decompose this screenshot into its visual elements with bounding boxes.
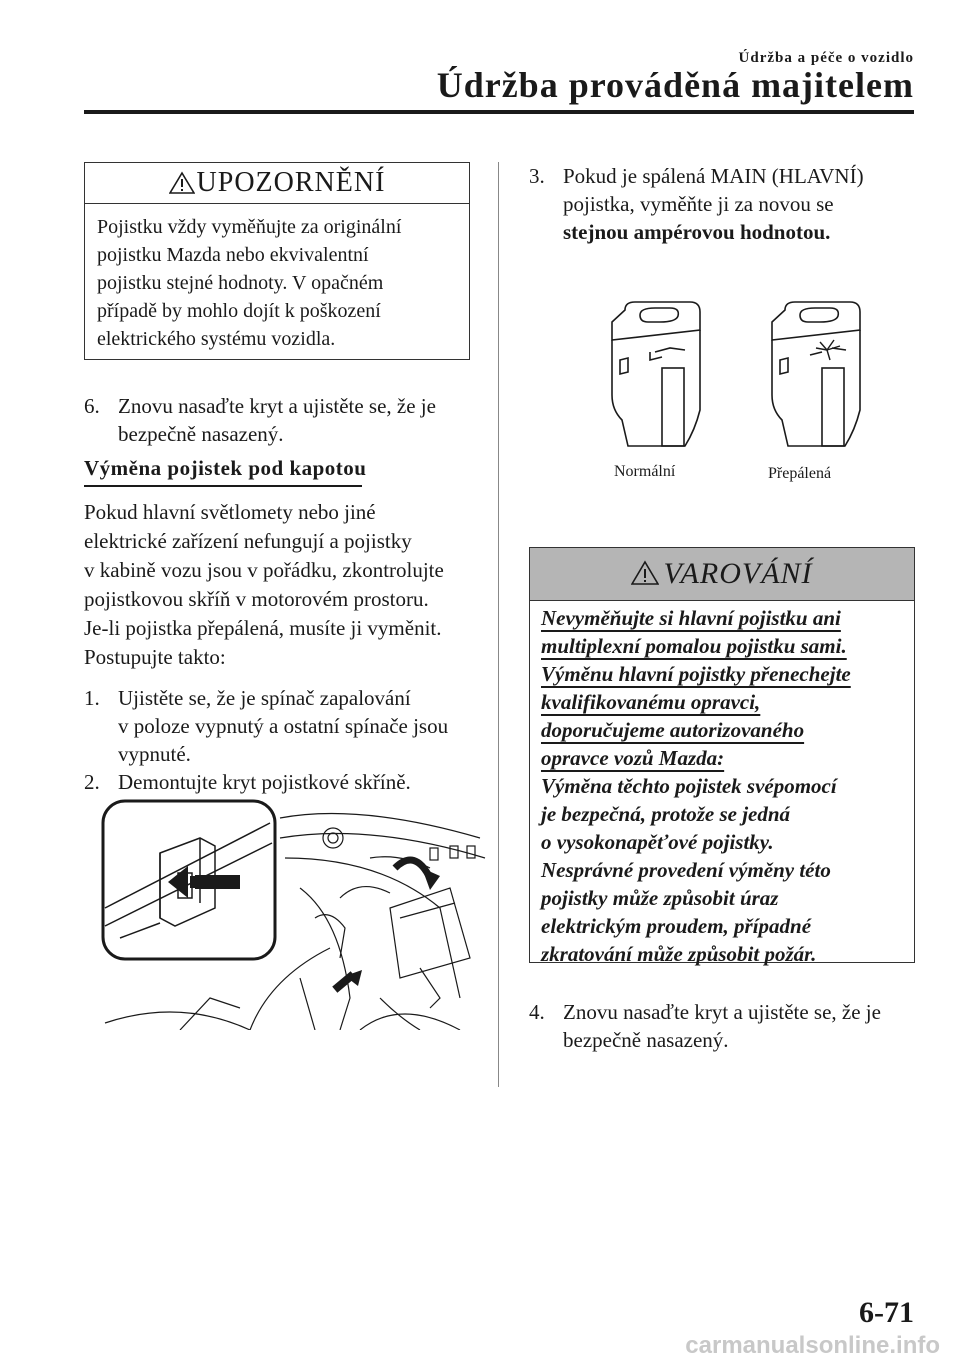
step-2 bbox=[84, 768, 484, 798]
caution-text bbox=[97, 213, 461, 353]
caution-box bbox=[84, 162, 470, 360]
engine-bay-illustration bbox=[100, 798, 490, 1030]
step-line-emphasis: stejnou ampérovou hodnotou. bbox=[563, 220, 831, 244]
step-line: vypnuté. bbox=[118, 742, 191, 766]
step-line: Ujistěte se, že je spínač zapalování bbox=[118, 686, 411, 710]
fuse-blown-label: Přepálená bbox=[768, 465, 832, 482]
step-number: 3. bbox=[529, 164, 545, 188]
warning-header bbox=[530, 548, 914, 601]
warning-triangle-icon bbox=[631, 560, 659, 586]
site-watermark: carmanualsonline.info bbox=[685, 1332, 940, 1359]
step-number: 6. bbox=[84, 394, 100, 418]
warning-box bbox=[529, 547, 915, 966]
step-line: bezpečně nasazený. bbox=[563, 1028, 729, 1052]
step-number: 2. bbox=[84, 770, 100, 794]
warning-line: doporučujeme autorizovaného bbox=[541, 718, 805, 742]
warning-line: multiplexní pomalou pojistku sami. bbox=[541, 634, 847, 658]
step-number: 1. bbox=[84, 686, 100, 710]
step-line: Znovu nasaďte kryt a ujistěte se, že je bbox=[118, 394, 436, 418]
caution-line: případě by mohlo dojít k poškození bbox=[97, 300, 381, 322]
intro-line: Je-li pojistka přepálená, musíte ji vyměnit. bbox=[84, 616, 442, 640]
intro-line: Pokud hlavní světlomety nebo jiné bbox=[84, 500, 376, 524]
step-1 bbox=[84, 684, 484, 770]
intro-line: pojistkovou skříň v motorovém prostoru. bbox=[84, 587, 429, 611]
page-title: Údržba prováděná majitelem bbox=[436, 65, 914, 105]
warning-line: kvalifikovanému opravci, bbox=[541, 690, 761, 714]
warning-line: pojistky může způsobit úraz bbox=[541, 886, 779, 910]
page-number: 6-71 bbox=[859, 1296, 914, 1329]
header-rule bbox=[84, 110, 914, 114]
step-line: pojistka, vyměňte ji za novou se bbox=[563, 192, 834, 216]
intro-line: elektrické zařízení nefungují a pojistky bbox=[84, 529, 412, 553]
step-line: bezpečně nasazený. bbox=[118, 422, 284, 446]
running-header-section: Údržba a péče o vozidlo bbox=[738, 50, 914, 66]
warning-line: elektrickým proudem, případné bbox=[541, 914, 812, 938]
warning-line: o vysokonapěťové pojistky. bbox=[541, 830, 774, 854]
step-line: v poloze vypnutý a ostatní spínače jsou bbox=[118, 714, 449, 738]
warning-line: Výměnu hlavní pojistky přenechejte bbox=[541, 662, 851, 686]
intro-line: Postupujte takto: bbox=[84, 645, 226, 669]
step-line: Znovu nasaďte kryt a ujistěte se, že je bbox=[563, 1000, 881, 1024]
warning-text bbox=[541, 604, 909, 968]
fuse-normal-illustration bbox=[600, 300, 710, 450]
warning-line: opravce vozů Mazda: bbox=[541, 746, 725, 770]
step-line: Pokud je spálená MAIN (HLAVNÍ) bbox=[563, 164, 864, 188]
intro-line: v kabině vozu jsou v pořádku, zkontrolujte bbox=[84, 558, 444, 582]
caution-title: UPOZORNĚNÍ bbox=[196, 167, 386, 198]
warning-line: je bezpečná, protože se jedná bbox=[541, 802, 791, 826]
caution-header bbox=[85, 163, 469, 204]
step-number: 4. bbox=[529, 1000, 545, 1024]
section-intro bbox=[84, 498, 484, 672]
caution-line: pojistku stejné hodnoty. V opačném bbox=[97, 272, 384, 294]
caution-line: elektrického systému vozidla. bbox=[97, 328, 336, 350]
caution-line: pojistku Mazda nebo ekvivalentní bbox=[97, 244, 369, 266]
step-4 bbox=[529, 998, 929, 1058]
step-6 bbox=[84, 392, 484, 452]
warning-line: Výměna těchto pojistek svépomocí bbox=[541, 774, 837, 798]
warning-title: VAROVÁNÍ bbox=[663, 557, 813, 590]
warning-triangle-icon bbox=[169, 171, 195, 195]
step-3 bbox=[529, 162, 929, 248]
warning-line: Nesprávné provedení výměny této bbox=[541, 858, 831, 882]
step-line: Demontujte kryt pojistkové skříně. bbox=[118, 770, 411, 794]
fuse-normal-label: Normální bbox=[614, 463, 676, 480]
warning-line: Nevyměňujte si hlavní pojistku ani bbox=[541, 606, 841, 630]
warning-line: zkratování může způsobit požár. bbox=[541, 942, 817, 966]
column-divider bbox=[498, 162, 499, 1087]
section-title: Výměna pojistek pod kapotou bbox=[84, 456, 367, 480]
section-title-underline bbox=[84, 485, 362, 487]
caution-line: Pojistku vždy vyměňujte za originální bbox=[97, 216, 402, 238]
fuse-blown-illustration bbox=[760, 300, 870, 450]
